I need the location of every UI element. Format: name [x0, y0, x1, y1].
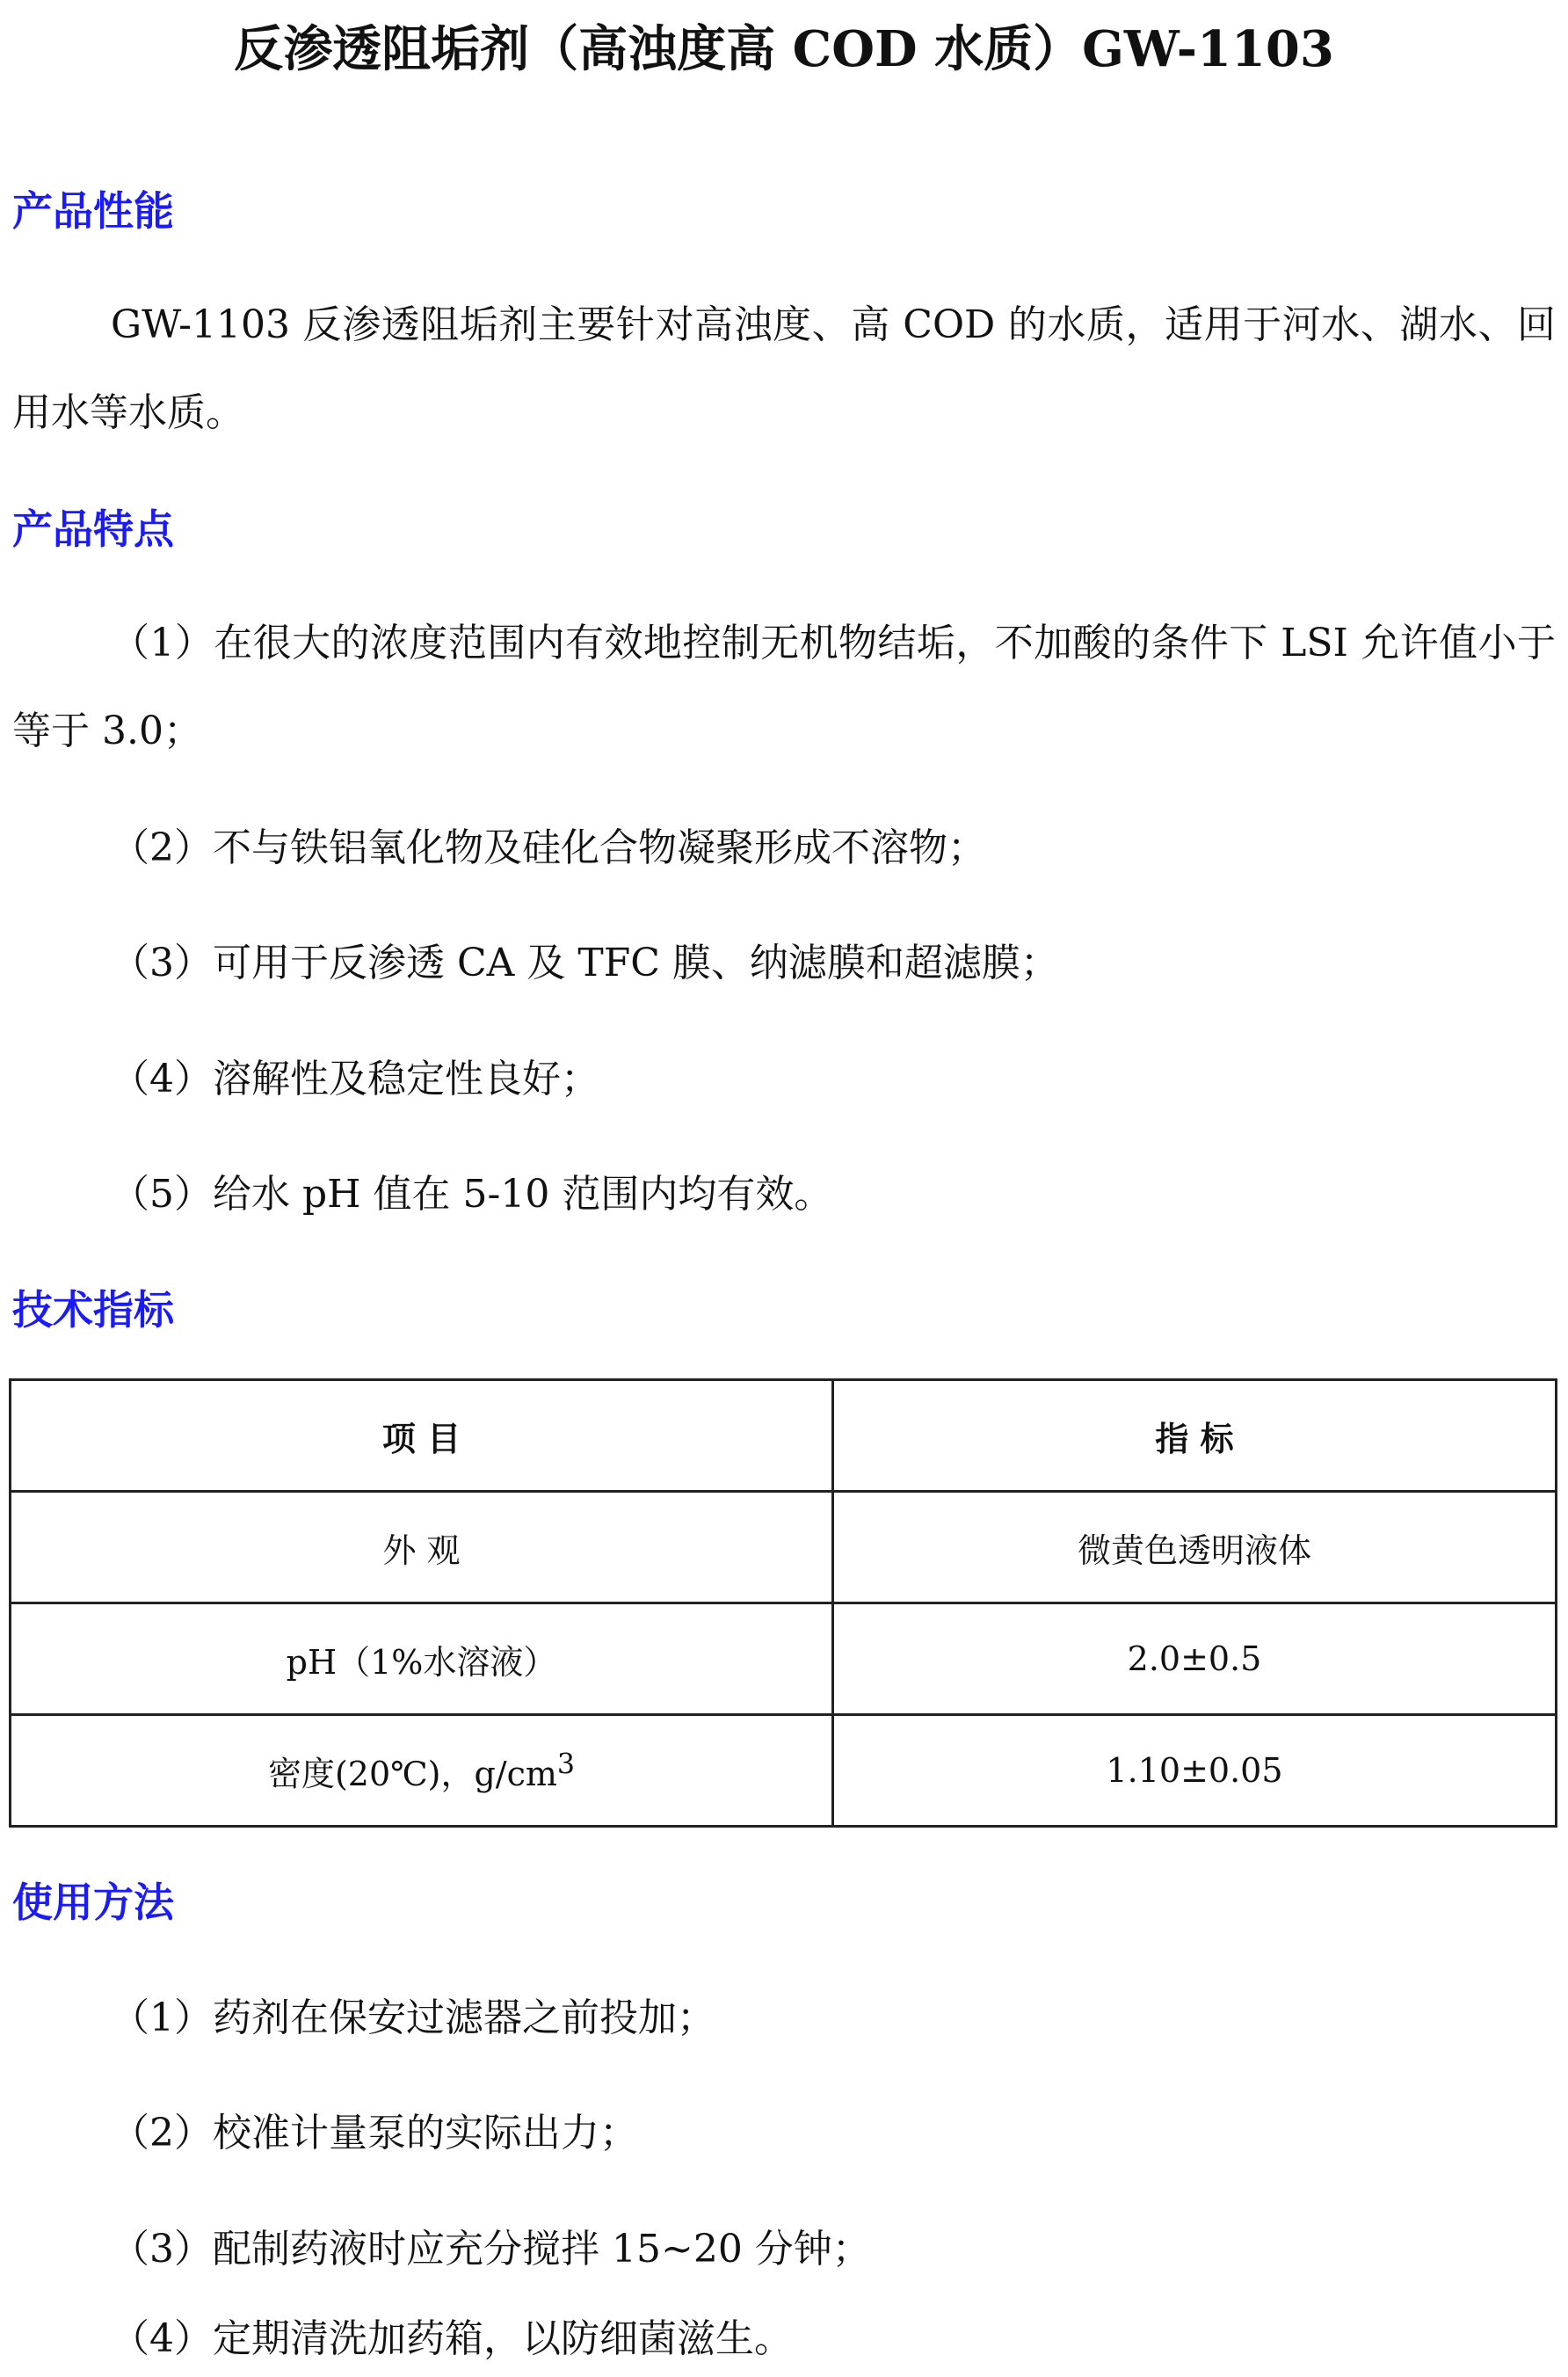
usage-item-4: （4）定期清洗加药箱，以防细菌滋生。 [111, 2316, 793, 2361]
performance-paragraph: GW-1103 反渗透阻垢剂主要针对高浊度、高 COD 的水质，适用于河水、湖水、回用水等水质。 [12, 302, 1556, 435]
spec-item-cell [11, 1715, 833, 1827]
usage-item-2: （2）校准计量泵的实际出力； [111, 2111, 638, 2155]
density-label: 密度(20℃)，g/cm [267, 1754, 557, 1793]
section-heading-specs: 技术指标 [12, 1286, 174, 1334]
section-heading-usage: 使用方法 [12, 1879, 174, 1926]
feature-item-1: （1）在很大的浓度范围内有效地控制无机物结垢，不加酸的条件下 LSI 允许值小于等于 3.0； [12, 621, 1556, 753]
feature-item-2: （2）不与铁铝氧化物及硅化合物凝聚形成不溶物； [111, 825, 986, 870]
feature-item-5: （5）给水 pH 值在 5-10 范围内均有效。 [111, 1172, 833, 1217]
spec-table-row [11, 1492, 1557, 1603]
spec-item-cell: pH（1%水溶液） [11, 1603, 833, 1715]
spec-table [9, 1378, 1557, 1828]
density-unit-exponent: 3 [556, 1748, 576, 1780]
spec-table-row [11, 1715, 1557, 1827]
section-heading-performance: 产品性能 [12, 187, 174, 235]
spec-header-value: 指 标 [833, 1380, 1557, 1492]
feature-item-4: （4）溶解性及稳定性良好； [111, 1057, 599, 1101]
document-title: 反渗透阻垢剂（高浊度高 COD 水质）GW-1103 [234, 20, 1334, 78]
usage-item-1: （1）药剂在保安过滤器之前投加； [111, 1995, 715, 2040]
spec-value-cell: 1.10±0.05 [833, 1715, 1557, 1827]
feature-item-3: （3）可用于反渗透 CA 及 TFC 膜、纳滤膜和超滤膜； [111, 941, 1059, 985]
spec-header-item: 项 目 [11, 1380, 833, 1492]
usage-item-3: （3）配制药液时应充分搅拌 15~20 分钟； [111, 2227, 871, 2272]
spec-item-cell: 外 观 [11, 1492, 833, 1603]
spec-table-row [11, 1603, 1557, 1715]
spec-table-header-row [11, 1380, 1557, 1492]
spec-value-cell: 2.0±0.5 [833, 1603, 1557, 1715]
spec-value-cell: 微黄色透明液体 [833, 1492, 1557, 1603]
section-heading-features: 产品特点 [12, 505, 174, 553]
